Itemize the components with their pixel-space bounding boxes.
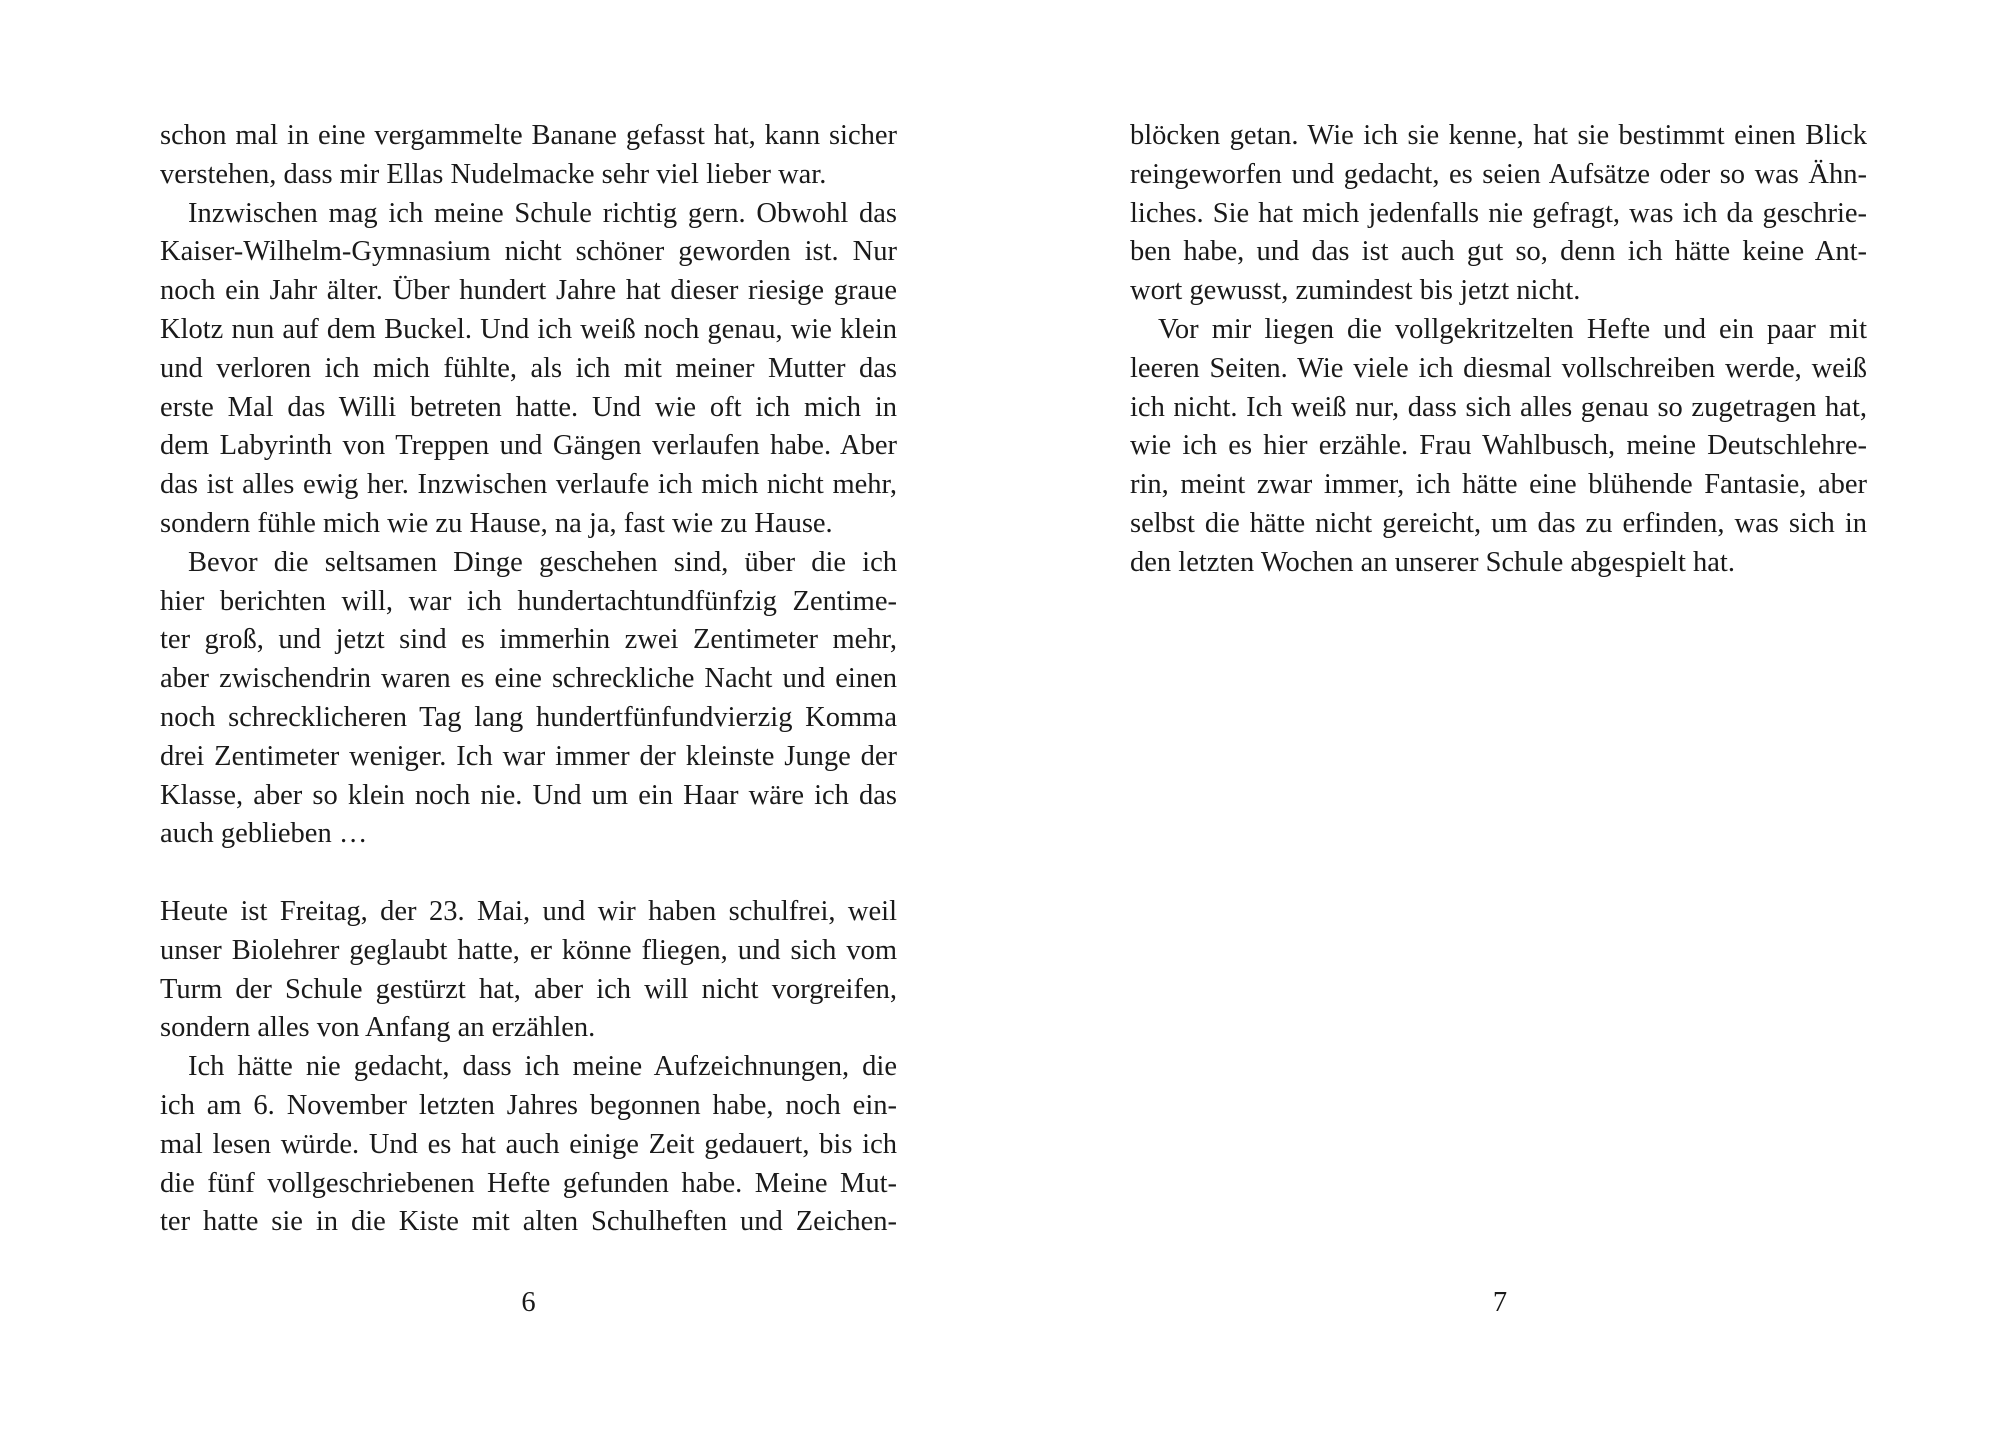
text-line: Vor mir liegen die vollgekritzelten Hefte und ein paar mit — [1158, 313, 1867, 345]
text-line: leeren Seiten. Wie viele ich diesmal vollschreiben werde, weiß — [1130, 352, 1867, 384]
text-line: wie ich es hier erzähle. Frau Wahlbusch, meine Deutschlehre- — [1130, 430, 1867, 462]
text-line: die fünf vollgeschriebenen Hefte gefunden habe. Meine Mut- — [160, 1167, 897, 1199]
text-line: schon mal in eine vergammelte Banane gefasst hat, kann sicher — [160, 120, 897, 151]
text-line: sondern alles von Anfang an erzählen. — [160, 1012, 596, 1044]
text-line: wort gewusst, zumindest bis jetzt nicht. — [1130, 275, 1581, 307]
text-line: Inzwischen mag ich meine Schule richtig gern. Obwohl das — [188, 197, 897, 229]
text-line: den letzten Wochen an unserer Schule abgespielt hat. — [1130, 546, 1735, 578]
text-line: drei Zentimeter weniger. Ich war immer der kleinste Junge der — [160, 740, 897, 772]
text-line: rin, meint zwar immer, ich hätte eine blühende Fantasie, aber — [1130, 469, 1867, 501]
text-line: ter hatte sie in die Kiste mit alten Schulheften und Zeichen- — [160, 1206, 897, 1238]
text-line: erste Mal das Willi betreten hatte. Und wie oft ich mich in — [160, 391, 897, 423]
text-line: auch geblieben … — [160, 818, 368, 850]
left-page-text — [160, 117, 897, 1242]
text-line: sondern fühle mich wie zu Hause, na ja, fast wie zu Hause. — [160, 507, 833, 539]
text-line: ich am 6. November letzten Jahres begonnen habe, noch ein- — [160, 1089, 897, 1121]
left-page-number: 6 — [521, 1287, 536, 1318]
right-page — [1000, 0, 2000, 1448]
text-line: liches. Sie hat mich jedenfalls nie gefragt, was ich da geschrie- — [1130, 197, 1867, 229]
right-page-number: 7 — [1492, 1287, 1508, 1318]
text-line: das ist alles ewig her. Inzwischen verlaufe ich mich nicht mehr, — [160, 469, 897, 501]
text-line: ben habe, und das ist auch gut so, denn ich hätte keine Ant- — [1130, 236, 1867, 268]
text-line: aber zwischendrin waren es eine schreckliche Nacht und einen — [160, 663, 897, 695]
text-line: noch schrecklicheren Tag lang hundertfünfundvierzig Komma — [160, 701, 897, 733]
text-line: Kaiser-Wilhelm-Gymnasium nicht schöner geworden ist. Nur — [160, 236, 897, 268]
text-line: reingeworfen und gedacht, es seien Aufsätze oder so was Ähn- — [1130, 158, 1867, 190]
text-line: hier berichten will, war ich hundertachtundfünfzig Zentime- — [160, 585, 897, 617]
text-line: dem Labyrinth von Treppen und Gängen verlaufen habe. Aber — [160, 430, 897, 462]
section-break — [160, 854, 897, 893]
text-line: Klotz nun auf dem Buckel. Und ich weiß noch genau, wie klein — [160, 313, 897, 345]
text-line: noch ein Jahr älter. Über hundert Jahre hat dieser riesige graue — [160, 275, 897, 307]
text-line: selbst die hätte nicht gereicht, um das zu erfinden, was sich in — [1130, 507, 1867, 539]
text-line: mal lesen würde. Und es hat auch einige Zeit gedauert, bis ich — [160, 1128, 897, 1160]
text-line: verstehen, dass mir Ellas Nudelmacke sehr viel lieber war. — [160, 158, 827, 190]
text-line: und verloren ich mich fühlte, als ich mit meiner Mutter das — [160, 352, 897, 384]
text-line: blöcken getan. Wie ich sie kenne, hat sie bestimmt einen Blick — [1130, 120, 1867, 151]
right-page-text — [1130, 117, 1867, 583]
text-line: Ich hätte nie gedacht, dass ich meine Aufzeichnungen, die — [188, 1051, 897, 1083]
text-line: Klasse, aber so klein noch nie. Und um ein Haar wäre ich das — [160, 779, 897, 811]
text-line: ich nicht. Ich weiß nur, dass sich alles genau so zugetragen hat, — [1130, 391, 1867, 423]
text-line: unser Biolehrer geglaubt hatte, er könne fliegen, und sich vom — [160, 934, 897, 966]
text-line: Bevor die seltsamen Dinge geschehen sind, über die ich — [188, 546, 897, 578]
text-line: Heute ist Freitag, der 23. Mai, und wir haben schulfrei, weil — [160, 895, 897, 927]
text-line: ter groß, und jetzt sind es immerhin zwei Zentimeter mehr, — [160, 624, 897, 656]
text-line: Turm der Schule gestürzt hat, aber ich will nicht vorgreifen, — [160, 973, 897, 1005]
